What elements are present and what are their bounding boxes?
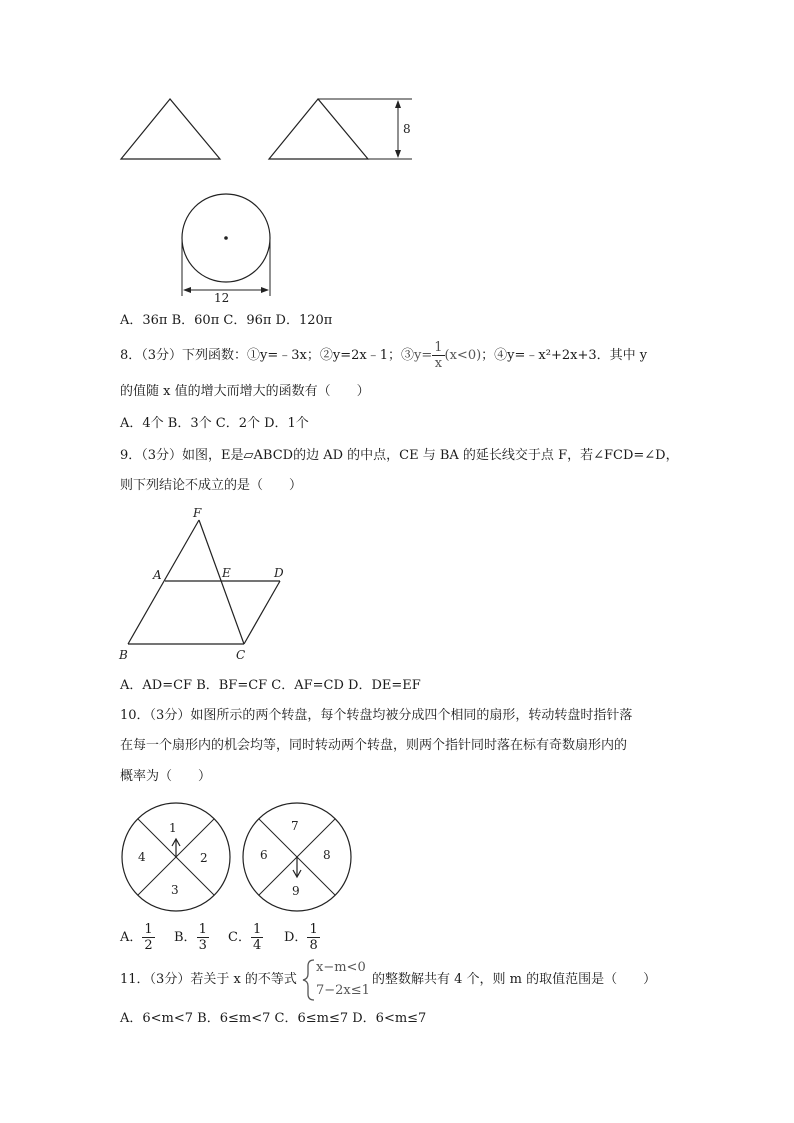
circle-center-dot — [224, 236, 228, 240]
q10-option-b-den: 3 — [198, 938, 207, 953]
spinner-right-sector-top: 7 — [291, 819, 299, 833]
q10-option-b-num: 1 — [198, 922, 207, 937]
width-dimension-label: 12 — [214, 291, 230, 305]
spinner-left-sector-left: 4 — [138, 850, 146, 864]
spinner-left-sector-bottom: 3 — [171, 883, 179, 897]
q10-stem-line1: 10．（3分）如图所示的两个转盘，每个转盘均被分成四个相同的扇形，转动转盘时指针落 — [120, 708, 633, 723]
q10-option-a — [120, 922, 155, 953]
q10-stem-line3: 概率为（ ） — [120, 769, 212, 784]
width-arrow-left — [183, 287, 191, 293]
q11-inequality-2: 7−2x≤1 — [316, 983, 370, 998]
q10-option-d — [284, 922, 320, 953]
q8-func3-lhs: y= — [414, 348, 433, 363]
q10-stem-line2: 在每一个扇形内的机会均等，同时转动两个转盘，则两个指针同时落在标有奇数扇形内的 — [120, 738, 628, 753]
q11-inequality-1: x−m<0 — [316, 960, 366, 975]
q8-func3-fraction — [432, 340, 444, 371]
q8-func3-denominator: x — [434, 356, 443, 371]
point-label-D: D — [274, 566, 284, 580]
q8-stem-prefix: 8．（3分）下列函数：①y=﹣3x；②y=2x﹣1；③ — [120, 348, 414, 363]
q8-stem-suffix: ；④y=﹣x²+2x+3．其中 y — [481, 348, 648, 363]
q8-stem-line1 — [120, 340, 647, 371]
q10-option-c-fraction — [251, 922, 263, 953]
segment-DC — [244, 581, 280, 644]
q11-options: A．6<m<7 B．6≤m<7 C．6≤m≤7 D．6<m≤7 — [120, 1011, 427, 1026]
spinner-right-sector-right: 8 — [323, 848, 331, 862]
spinner-left-sector-right: 2 — [200, 851, 208, 865]
height-dimension-label: 8 — [403, 122, 411, 136]
q9-stem-line2: 则下列结论不成立的是（ ） — [120, 478, 303, 493]
q10-option-a-letter: A． — [120, 930, 143, 945]
q10-option-d-fraction — [307, 922, 319, 953]
q10-option-c-num: 1 — [252, 922, 262, 937]
q10-option-d-letter: D． — [284, 930, 308, 945]
q10-option-b-fraction — [197, 922, 209, 953]
segment-FC — [199, 520, 244, 644]
q8-stem-line2: 的值随 x 值的增大而增大的函数有（ ） — [120, 384, 370, 399]
width-arrow-right — [261, 287, 269, 293]
spinner-right-sector-left: 6 — [260, 848, 268, 862]
point-label-C: C — [236, 648, 246, 662]
q9-stem-line1: 9．（3分）如图，E是▱ABCD的边 AD 的中点，CE 与 BA 的延长线交于点 F，若∠FCD=∠D， — [120, 448, 679, 463]
height-arrow-up — [395, 100, 401, 108]
point-label-B: B — [119, 648, 128, 662]
q11-stem-prefix: 11．（3分）若关于 x 的不等式 — [120, 972, 297, 987]
spinner-right — [243, 803, 351, 911]
q8-func3-condition: (x<0) — [444, 348, 482, 363]
q10-option-b — [174, 922, 209, 953]
side-view-triangle — [269, 99, 368, 159]
q10-option-b-letter: B． — [174, 930, 197, 945]
q10-option-c-den: 4 — [252, 938, 262, 953]
spinner-left-sector-top: 1 — [169, 821, 177, 835]
spinner-left — [122, 803, 230, 911]
point-label-F: F — [193, 506, 202, 520]
point-label-E: E — [222, 566, 231, 580]
q8-func3-numerator: 1 — [434, 340, 443, 355]
segment-BF — [128, 520, 199, 644]
q10-option-d-den: 8 — [309, 938, 318, 953]
q10-option-c-letter: C． — [228, 930, 251, 945]
height-arrow-down — [395, 150, 401, 158]
point-label-A: A — [153, 568, 162, 582]
spinner-right-sector-bottom: 9 — [292, 884, 300, 898]
q9-options: A．AD=CF B．BF=CF C．AF=CD D．DE=EF — [120, 678, 421, 693]
q10-option-d-num: 1 — [309, 922, 318, 937]
q7-options: A．36π B．60π C．96π D．120π — [120, 313, 333, 328]
q10-option-c — [228, 922, 263, 953]
q10-option-a-num: 1 — [144, 922, 153, 937]
q11-stem-suffix: 的整数解共有 4 个，则 m 的取值范围是（ ） — [372, 972, 657, 987]
q8-options: A．4个 B．3个 C．2个 D．1个 — [120, 416, 309, 431]
front-view-triangle — [121, 99, 220, 159]
q10-option-a-fraction — [142, 922, 154, 953]
q10-option-a-den: 2 — [144, 938, 153, 953]
